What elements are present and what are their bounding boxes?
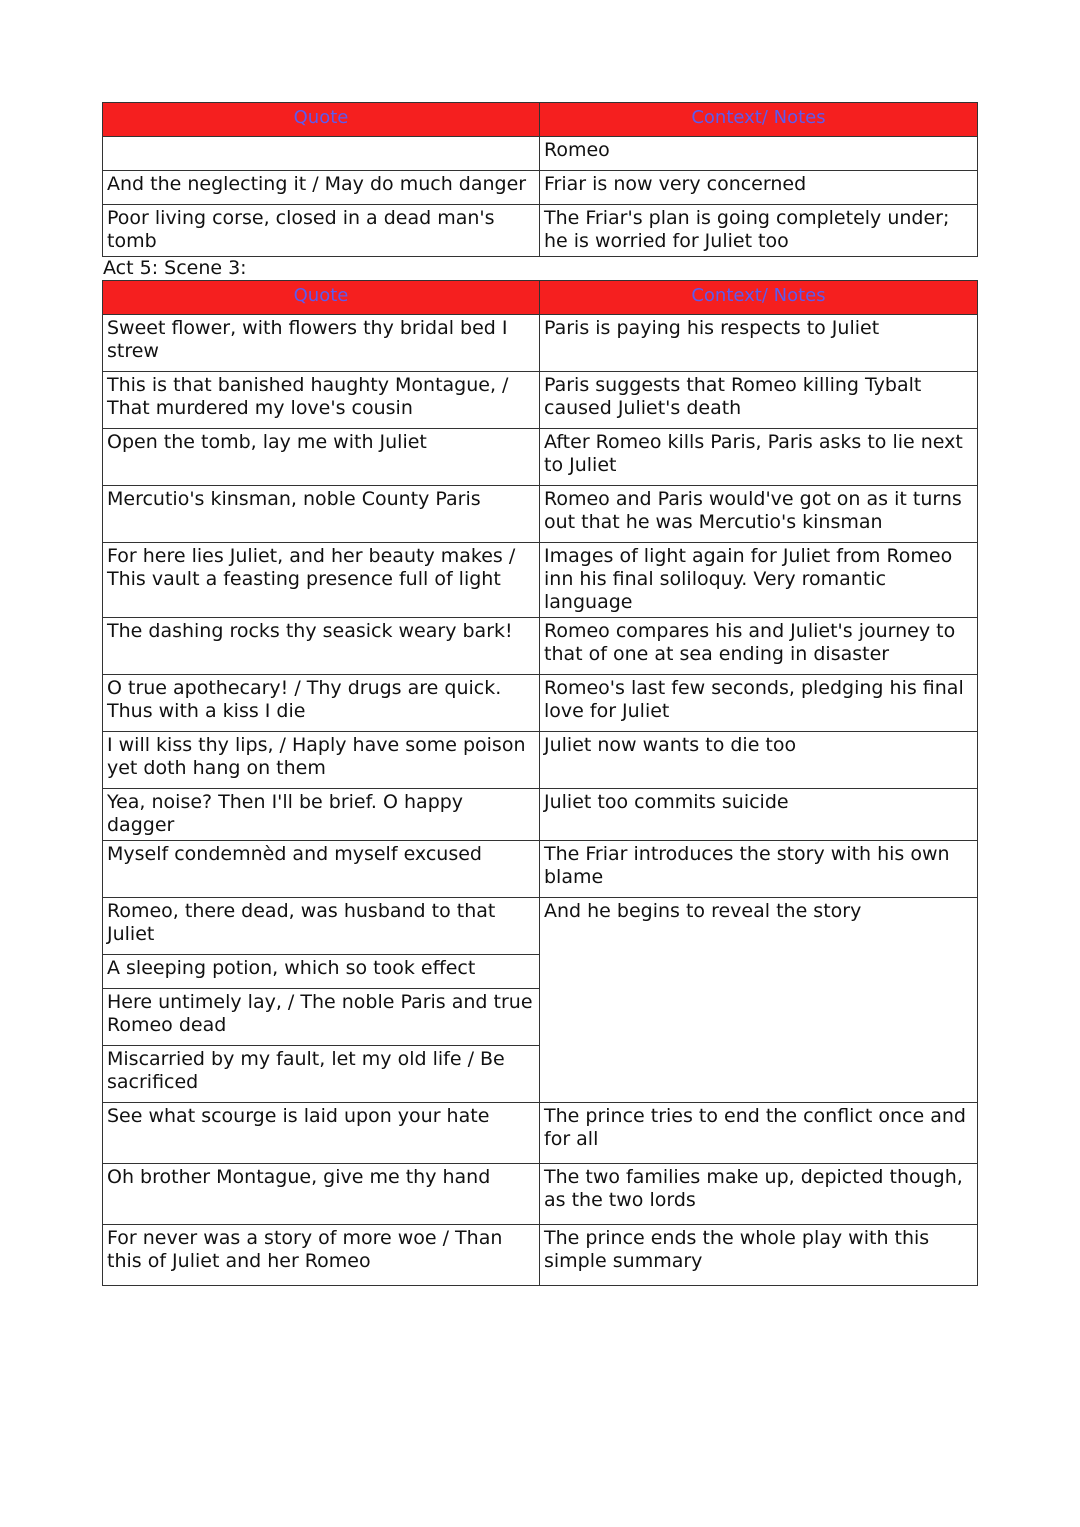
table-header-row xyxy=(103,281,978,315)
table-row xyxy=(103,372,978,429)
quote-cell: Poor living corse, closed in a dead man's tomb xyxy=(103,205,540,257)
note-cell: Paris suggests that Romeo killing Tybalt caused Juliet's death xyxy=(540,372,978,429)
note-cell-merged: And he begins to reveal the story xyxy=(540,898,978,1103)
quote-cell: A sleeping potion, which so took effect xyxy=(103,955,540,989)
quote-cell: Open the tomb, lay me with Juliet xyxy=(103,429,540,486)
note-cell: After Romeo kills Paris, Paris asks to lie next to Juliet xyxy=(540,429,978,486)
quotes-table-act5-scene2 xyxy=(102,102,978,257)
table-row xyxy=(103,429,978,486)
quote-cell: Yea, noise? Then I'll be brief. O happy dagger xyxy=(103,789,540,841)
table-row xyxy=(103,1164,978,1225)
quote-cell: Romeo, there dead, was husband to that Juliet xyxy=(103,898,540,955)
quote-cell: Sweet flower, with flowers thy bridal bed I strew xyxy=(103,315,540,372)
table-row xyxy=(103,898,978,955)
quote-cell: O true apothecary! / Thy drugs are quick. Thus with a kiss I die xyxy=(103,675,540,732)
document-page xyxy=(102,102,977,1286)
note-cell: Romeo compares his and Juliet's journey to that of one at sea ending in disaster xyxy=(540,618,978,675)
note-cell: The Friar introduces the story with his own blame xyxy=(540,841,978,898)
header-quote: Quote xyxy=(103,103,540,137)
table-row xyxy=(103,675,978,732)
section-heading: Act 5: Scene 3: xyxy=(103,257,247,279)
note-cell: Romeo's last few seconds, pledging his final love for Juliet xyxy=(540,675,978,732)
quote-cell: Here untimely lay, / The noble Paris and true Romeo dead xyxy=(103,989,540,1046)
table-row xyxy=(103,171,978,205)
quote-cell: Mercutio's kinsman, noble County Paris xyxy=(103,486,540,543)
note-cell: Juliet now wants to die too xyxy=(540,732,978,789)
note-cell: The prince tries to end the conflict once and for all xyxy=(540,1103,978,1164)
note-cell: The two families make up, depicted though, as the two lords xyxy=(540,1164,978,1225)
table-row xyxy=(103,205,978,257)
quote-cell: And the neglecting it / May do much danger xyxy=(103,171,540,205)
header-context-notes: Context/ Notes xyxy=(540,103,978,137)
quotes-table-act5-scene3 xyxy=(102,280,978,1286)
table-row xyxy=(103,789,978,841)
quote-cell: For here lies Juliet, and her beauty makes / This vault a feasting presence full of light xyxy=(103,543,540,618)
table-row xyxy=(103,1225,978,1286)
note-cell: Images of light again for Juliet from Romeo inn his final soliloquy. Very romantic language xyxy=(540,543,978,618)
table-row xyxy=(103,618,978,675)
table-row xyxy=(103,1103,978,1164)
quote-cell: Oh brother Montague, give me thy hand xyxy=(103,1164,540,1225)
quote-cell: See what scourge is laid upon your hate xyxy=(103,1103,540,1164)
note-cell: Romeo and Paris would've got on as it turns out that he was Mercutio's kinsman xyxy=(540,486,978,543)
table-row xyxy=(103,732,978,789)
table-row xyxy=(103,137,978,171)
table-row xyxy=(103,543,978,618)
table-row xyxy=(103,315,978,372)
note-cell: Juliet too commits suicide xyxy=(540,789,978,841)
quote-cell: I will kiss thy lips, / Haply have some poison yet doth hang on them xyxy=(103,732,540,789)
note-cell: Friar is now very concerned xyxy=(540,171,978,205)
note-cell: Romeo xyxy=(540,137,978,171)
note-cell: Paris is paying his respects to Juliet xyxy=(540,315,978,372)
quote-cell xyxy=(103,137,540,171)
header-quote: Quote xyxy=(103,281,540,315)
table-row xyxy=(103,841,978,898)
quote-cell: Miscarried by my fault, let my old life / Be sacrificed xyxy=(103,1046,540,1103)
header-context-notes: Context/ Notes xyxy=(540,281,978,315)
quote-cell: The dashing rocks thy seasick weary bark! xyxy=(103,618,540,675)
quote-cell: Myself condemnèd and myself excused xyxy=(103,841,540,898)
quote-cell: For never was a story of more woe / Than this of Juliet and her Romeo xyxy=(103,1225,540,1286)
note-cell: The prince ends the whole play with this simple summary xyxy=(540,1225,978,1286)
note-cell: The Friar's plan is going completely under; he is worried for Juliet too xyxy=(540,205,978,257)
table-row xyxy=(103,486,978,543)
quote-cell: This is that banished haughty Montague, / That murdered my love's cousin xyxy=(103,372,540,429)
table-header-row xyxy=(103,103,978,137)
